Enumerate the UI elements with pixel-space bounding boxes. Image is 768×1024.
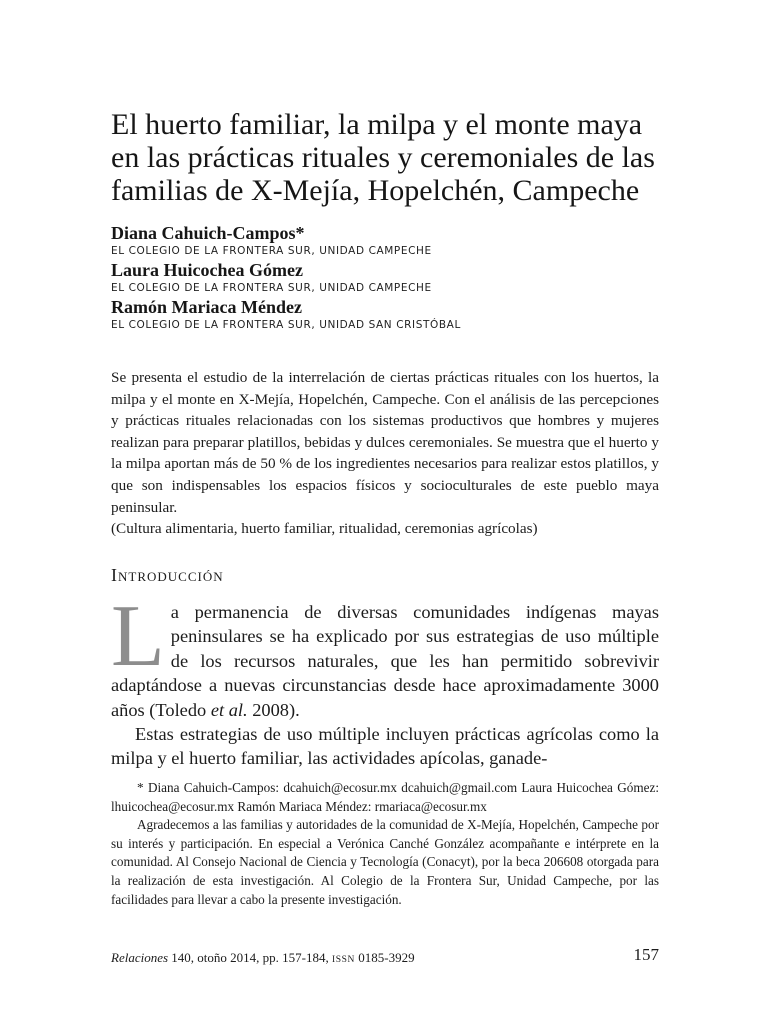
- drop-cap: L: [111, 588, 165, 685]
- author-name: Diana Cahuich-Campos*: [111, 223, 305, 243]
- paragraph-text: a permanencia de diversas comunidades indígenas mayas peninsulares se ha explicado por sus estrategias de uso múltiple de los recursos naturales, que les han permitido sobrevivir adaptándose a nuevas circunstancias desde hace aproximadamente 3000 años (Toledo: [111, 602, 659, 720]
- citation-italic: et al.: [210, 699, 248, 720]
- author-list: [111, 222, 659, 333]
- section-heading: Introducción: [111, 565, 224, 585]
- page-number: 157: [633, 945, 659, 964]
- journal-name: Relaciones: [111, 950, 169, 965]
- paragraph-text-end: 2008).: [247, 699, 300, 720]
- author-affiliation: EL COLEGIO DE LA FRONTERA SUR, UNIDAD SAN CRISTÓBAL: [111, 319, 461, 331]
- citation-details: 140, otoño 2014, pp. 157-184,: [168, 950, 332, 965]
- body-paragraph: Estas estrategias de uso múltiple incluyen prácticas agrícolas como la milpa y el huerto familiar, las actividades apícolas, ganade-: [111, 724, 659, 769]
- footnotes: [111, 779, 659, 909]
- issn-number: 0185-3929: [355, 950, 415, 965]
- article-page: [111, 0, 659, 1024]
- body-paragraph: [111, 588, 659, 722]
- abstract: Se presenta el estudio de la interrelación de ciertas prácticas rituales con los huertos, la milpa y el monte en X-Mejía, Hopelchén, Campeche. Con el análisis de las percepciones y prácticas rituales relacionadas con los sistemas productivos que hombres y mujeres realizan para preparar platillos, bebidas y dulces ceremoniales. Se muestra que el huerto y la milpa aportan más de 50 % de los ingredientes necesarios para realizar estos platillos, y que son indispensables los espacios físicos y socioculturales de este pueblo maya peninsular.: [111, 369, 659, 516]
- journal-citation: [111, 949, 415, 969]
- author-affiliation: EL COLEGIO DE LA FRONTERA SUR, UNIDAD CAMPECHE: [111, 282, 432, 294]
- author-affiliation: EL COLEGIO DE LA FRONTERA SUR, UNIDAD CAMPECHE: [111, 245, 432, 257]
- issn-label: ISSN: [332, 955, 355, 965]
- body-text: [111, 588, 659, 771]
- author-name: Ramón Mariaca Méndez: [111, 297, 302, 317]
- article-title: El huerto familiar, la milpa y el monte maya en las prácticas rituales y ceremoniales de las familias de X-Mejía, Hopelchén, Campeche: [111, 108, 655, 207]
- footnote-contact: * Diana Cahuich-Campos: dcahuich@ecosur.mx dcahuich@gmail.com Laura Huicochea Gómez: lhuicochea@ecosur.mx Ramón Mariaca Méndez: rmariaca@ecosur.mx: [111, 780, 659, 814]
- footnote-acknowledgments: Agradecemos a las familias y autoridades de la comunidad de X-Mejía, Hopelchén, Campeche por su interés y participación. En especial a Verónica Canché González acompañante e intérprete en la comunidad. Al Consejo Nacional de Ciencia y Tecnología (Conacyt), por la beca 206608 otorgada para la realización de esta investigación. Al Colegio de la Frontera Sur, Unidad Campeche, por las facilidades para llevar a cabo la presente investigación.: [111, 817, 659, 907]
- keywords: (Cultura alimentaria, huerto familiar, ritualidad, ceremonias agrícolas): [111, 520, 538, 537]
- author-name: Laura Huicochea Gómez: [111, 260, 303, 280]
